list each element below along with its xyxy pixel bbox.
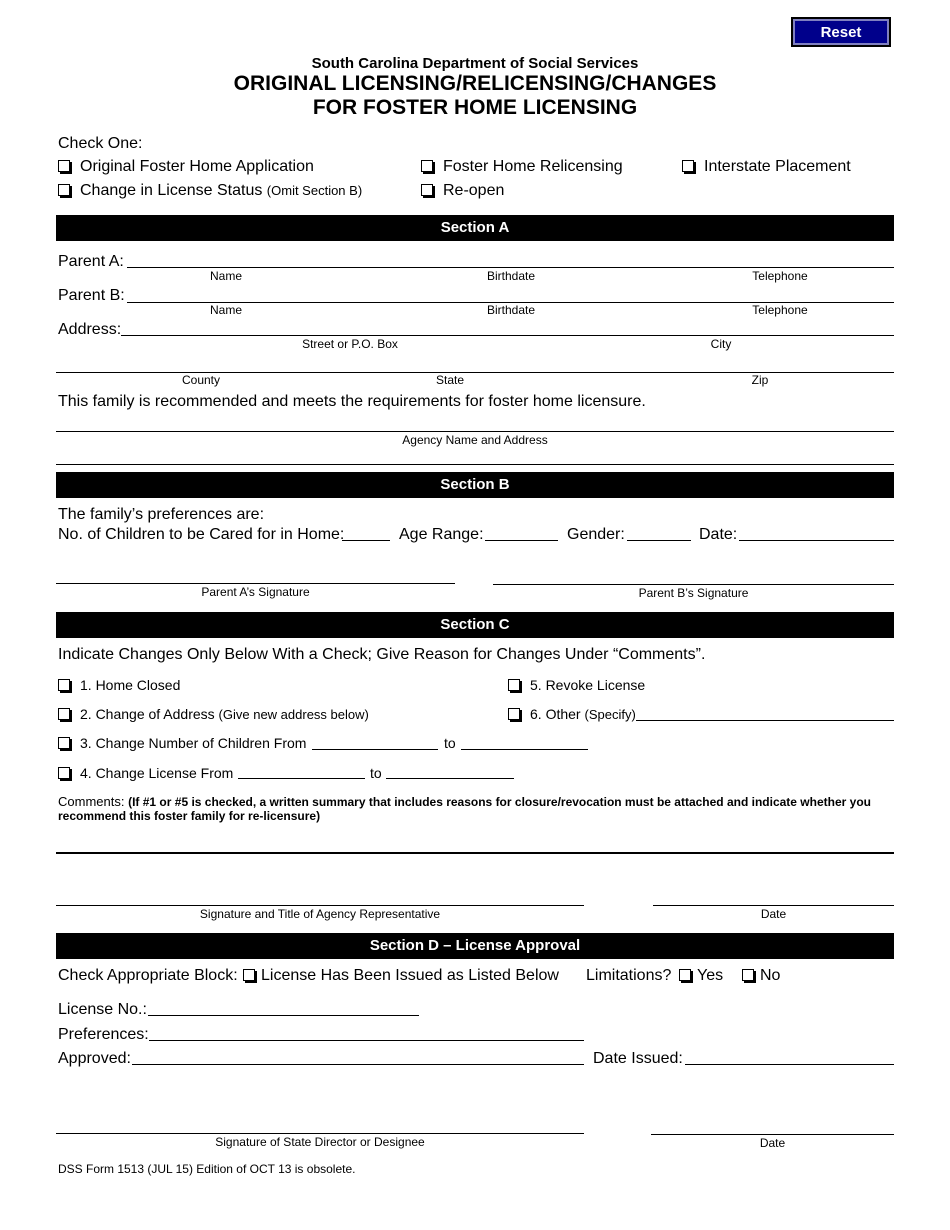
num-children-label: No. of Children to be Cared for in Home: [58, 526, 345, 543]
license-no-label: License No.: [58, 1001, 147, 1018]
option-reopen[interactable]: Re-open [421, 182, 504, 200]
gender-label: Gender: [567, 526, 625, 543]
date-caption: Date [760, 907, 787, 921]
state-caption: State [435, 373, 465, 387]
agency-name-caption: Agency Name and Address [402, 433, 548, 447]
director-signature-caption: Signature of State Director or Designee [215, 1135, 425, 1149]
check-block-label: Check Appropriate Block: [58, 967, 238, 984]
checkbox-icon[interactable] [58, 767, 70, 779]
agency-name-field[interactable] [56, 431, 894, 432]
parent-a-signature-caption: Parent A’s Signature [201, 585, 310, 599]
address-field[interactable] [121, 335, 894, 336]
to-label: to [370, 765, 382, 781]
agency-rep-signature-field[interactable] [56, 905, 584, 906]
agency-rep-signature-caption: Signature and Title of Agency Representative [199, 907, 441, 921]
parent-a-label: Parent A: [58, 253, 124, 270]
checkbox-icon[interactable] [58, 160, 70, 172]
checkbox-icon[interactable] [243, 969, 255, 981]
option-change-license-status[interactable]: Change in License Status (Omit Section B) [58, 182, 362, 200]
date-issued-label: Date Issued: [593, 1050, 683, 1067]
date-label: Date: [699, 526, 738, 543]
approved-label: Approved: [58, 1050, 131, 1067]
agency-rep-date-field[interactable] [653, 905, 894, 906]
parent-b-label: Parent B: [58, 287, 125, 304]
agency-address-field[interactable] [56, 464, 894, 465]
item-change-license[interactable]: 4. Change License From [58, 765, 233, 781]
checkbox-icon[interactable] [682, 160, 694, 172]
checkbox-icon[interactable] [58, 737, 70, 749]
checkbox-icon[interactable] [742, 969, 754, 981]
item-other[interactable]: 6. Other (Specify) [508, 706, 636, 722]
parent-a-field[interactable] [127, 267, 894, 268]
county-caption: County [181, 373, 221, 387]
checkbox-icon[interactable] [58, 679, 70, 691]
checkbox-icon[interactable] [679, 969, 691, 981]
city-caption: City [710, 337, 732, 351]
section-c-instructions: Indicate Changes Only Below With a Check; Give Reason for Changes Under “Comments”. [58, 646, 706, 663]
other-specify-field[interactable] [636, 720, 894, 721]
license-from-field[interactable] [238, 778, 365, 779]
date-issued-field[interactable] [685, 1064, 894, 1065]
gender-field[interactable] [627, 540, 691, 541]
comments-instructions: Comments: (If #1 or #5 is checked, a written summary that includes reasons for closure/revocation must be attached and indicate whether you recommend this foster family for re-licensure) [58, 794, 871, 823]
limitations-label: Limitations? [586, 967, 672, 984]
preferences-field[interactable] [149, 1040, 584, 1041]
birthdate-caption: Birthdate [486, 303, 536, 317]
limitations-no-option[interactable]: No [742, 967, 780, 985]
form-title-line2: FOR FOSTER HOME LICENSING [312, 96, 638, 119]
license-issued-option[interactable]: License Has Been Issued as Listed Below [243, 967, 559, 985]
checkbox-icon[interactable] [421, 160, 433, 172]
license-no-field[interactable] [148, 1015, 419, 1016]
director-signature-field[interactable] [56, 1133, 584, 1134]
children-to-field[interactable] [461, 749, 588, 750]
item-revoke-license[interactable]: 5. Revoke License [508, 677, 645, 693]
option-interstate-placement[interactable]: Interstate Placement [682, 158, 851, 176]
checkbox-icon[interactable] [421, 184, 433, 196]
comments-field[interactable] [56, 852, 894, 854]
checkbox-icon[interactable] [508, 679, 520, 691]
preferences-label: Preferences: [58, 1026, 149, 1043]
option-original-application[interactable]: Original Foster Home Application [58, 158, 314, 176]
form-footer: DSS Form 1513 (JUL 15) Edition of OCT 13 is obsolete. [58, 1162, 356, 1176]
item-home-closed[interactable]: 1. Home Closed [58, 677, 180, 693]
preferences-intro: The family’s preferences are: [58, 506, 265, 523]
date-field[interactable] [739, 540, 894, 541]
telephone-caption: Telephone [752, 303, 808, 317]
recommendation-text: This family is recommended and meets the requirements for foster home licensure. [58, 393, 646, 410]
section-d-header: Section D – License Approval [56, 933, 894, 959]
children-from-field[interactable] [312, 749, 438, 750]
parent-b-signature-caption: Parent B’s Signature [638, 586, 749, 600]
zip-caption: Zip [751, 373, 769, 387]
option-relicensing[interactable]: Foster Home Relicensing [421, 158, 623, 176]
section-b-header: Section B [56, 472, 894, 498]
checkbox-icon[interactable] [58, 184, 70, 196]
limitations-yes-option[interactable]: Yes [679, 967, 723, 985]
birthdate-caption: Birthdate [486, 269, 536, 283]
checkbox-icon[interactable] [58, 708, 70, 720]
section-c-header: Section C [56, 612, 894, 638]
name-caption: Name [209, 269, 242, 283]
age-range-label: Age Range: [399, 526, 484, 543]
num-children-field[interactable] [342, 540, 390, 541]
age-range-field[interactable] [485, 540, 558, 541]
form-title-line1: ORIGINAL LICENSING/RELICENSING/CHANGES [233, 72, 717, 95]
parent-a-signature-field[interactable] [56, 583, 455, 584]
checkbox-icon[interactable] [508, 708, 520, 720]
approved-field[interactable] [132, 1064, 584, 1065]
agency-name: South Carolina Department of Social Services [311, 55, 639, 72]
check-one-label: Check One: [58, 135, 143, 152]
reset-button[interactable]: Reset [791, 17, 891, 47]
section-a-header: Section A [56, 215, 894, 241]
director-date-field[interactable] [651, 1134, 894, 1135]
street-caption: Street or P.O. Box [302, 337, 398, 351]
item-change-address[interactable]: 2. Change of Address (Give new address below) [58, 706, 369, 722]
name-caption: Name [209, 303, 242, 317]
item-change-number-children[interactable]: 3. Change Number of Children From [58, 735, 306, 751]
parent-b-signature-field[interactable] [493, 584, 894, 585]
to-label: to [444, 735, 456, 751]
address-label: Address: [58, 321, 122, 338]
license-to-field[interactable] [386, 778, 514, 779]
date-caption: Date [759, 1136, 786, 1150]
telephone-caption: Telephone [752, 269, 808, 283]
